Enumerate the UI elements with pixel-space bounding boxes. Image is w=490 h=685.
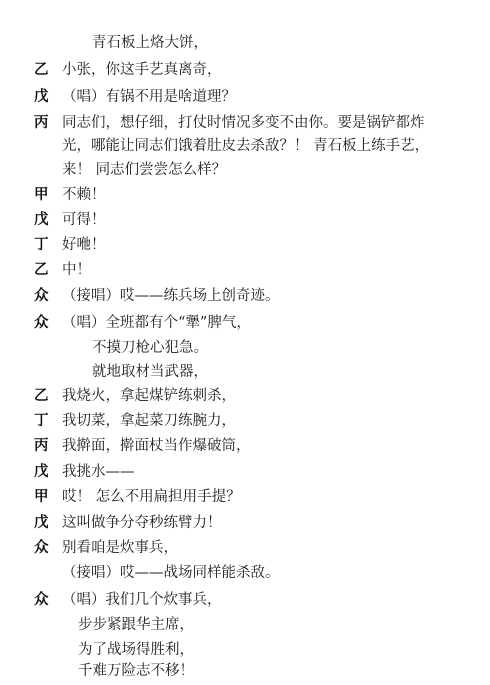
- script-line: [0, 511, 490, 536]
- line-text: （接唱）哎——战场同样能杀敌。: [62, 565, 280, 581]
- script-line: [0, 561, 490, 586]
- script-line: [0, 58, 490, 83]
- speaker-label: 甲: [34, 187, 49, 203]
- speaker-label: 丁: [34, 413, 49, 429]
- line-text: 不摸刀枪心犯急。: [92, 340, 208, 356]
- speaker-label: 戊: [34, 212, 49, 228]
- line-text: 同志们，想仔细，打仗时情况多变不由你。要是锅铲都炸: [62, 115, 425, 131]
- script-line: [0, 613, 490, 638]
- script-line: [0, 659, 490, 684]
- script-line: [0, 31, 490, 56]
- script-line: [0, 485, 490, 510]
- line-text: 可得！: [62, 212, 106, 228]
- speaker-label: 众: [34, 288, 49, 304]
- line-text: 小张，你这手艺真离奇，: [62, 62, 222, 78]
- speaker-label: 戊: [34, 515, 49, 531]
- speaker-label: 众: [34, 540, 49, 556]
- line-text: 青石板上烙大饼，: [92, 35, 208, 51]
- line-text: 步步紧跟华主席，: [78, 617, 194, 633]
- line-text: 我切菜，拿起菜刀练腕力，: [62, 413, 236, 429]
- line-text: （唱）有锅不用是啥道理？: [62, 89, 236, 105]
- line-text: 哎！ 怎么不用扁担用手提？: [62, 489, 241, 505]
- script-line: [0, 134, 490, 159]
- script-line: [0, 536, 490, 561]
- script-line: [0, 384, 490, 409]
- line-text: 为了战场得胜利，: [78, 642, 194, 658]
- line-text: 我擀面，擀面杖当作爆破筒，: [62, 438, 251, 454]
- line-text: 不赖！: [62, 187, 106, 203]
- script-line: [0, 588, 490, 613]
- line-text: （唱）全班都有个“犟”脾气，: [62, 315, 251, 331]
- script-line: [0, 460, 490, 485]
- line-text: 来！ 同志们尝尝怎么样？: [62, 162, 227, 178]
- line-text: 我挑水——: [62, 464, 135, 480]
- speaker-label: 丙: [34, 115, 49, 131]
- script-line: [0, 434, 490, 459]
- speaker-label: 众: [34, 315, 49, 331]
- speaker-label: 众: [34, 592, 49, 608]
- speaker-label: 丁: [34, 237, 49, 253]
- speaker-label: 甲: [34, 489, 49, 505]
- script-line: [0, 284, 490, 309]
- speaker-label: 乙: [34, 62, 49, 78]
- script-line: [0, 183, 490, 208]
- line-text: 光，哪能让同志们饿着肚皮去杀敌？！ 青石板上练手艺，: [62, 138, 430, 154]
- speaker-label: 乙: [34, 262, 49, 278]
- script-line: [0, 111, 490, 136]
- script-line: [0, 233, 490, 258]
- speaker-label: 戊: [34, 464, 49, 480]
- line-text: 中！: [62, 262, 91, 278]
- line-text: 我烧火，拿起煤铲练刺杀，: [62, 388, 236, 404]
- script-line: [0, 258, 490, 283]
- script-line: [0, 336, 490, 361]
- script-line: [0, 208, 490, 233]
- line-text: 千难万险志不移！: [78, 663, 194, 679]
- line-text: 好咃！: [62, 237, 106, 253]
- line-text: 这叫做争分夺秒练臂力！: [62, 515, 222, 531]
- line-text: （唱）我们几个炊事兵，: [62, 592, 222, 608]
- line-text: 就地取材当武器，: [92, 364, 208, 380]
- script-line: [0, 311, 490, 336]
- script-line: [0, 360, 490, 385]
- speaker-label: 戊: [34, 89, 49, 105]
- script-line: [0, 85, 490, 110]
- script-line: [0, 409, 490, 434]
- script-line: [0, 158, 490, 183]
- speaker-label: 乙: [34, 388, 49, 404]
- speaker-label: 丙: [34, 438, 49, 454]
- line-text: （接唱）哎——练兵场上创奇迹。: [62, 288, 280, 304]
- line-text: 别看咱是炊事兵，: [62, 540, 178, 556]
